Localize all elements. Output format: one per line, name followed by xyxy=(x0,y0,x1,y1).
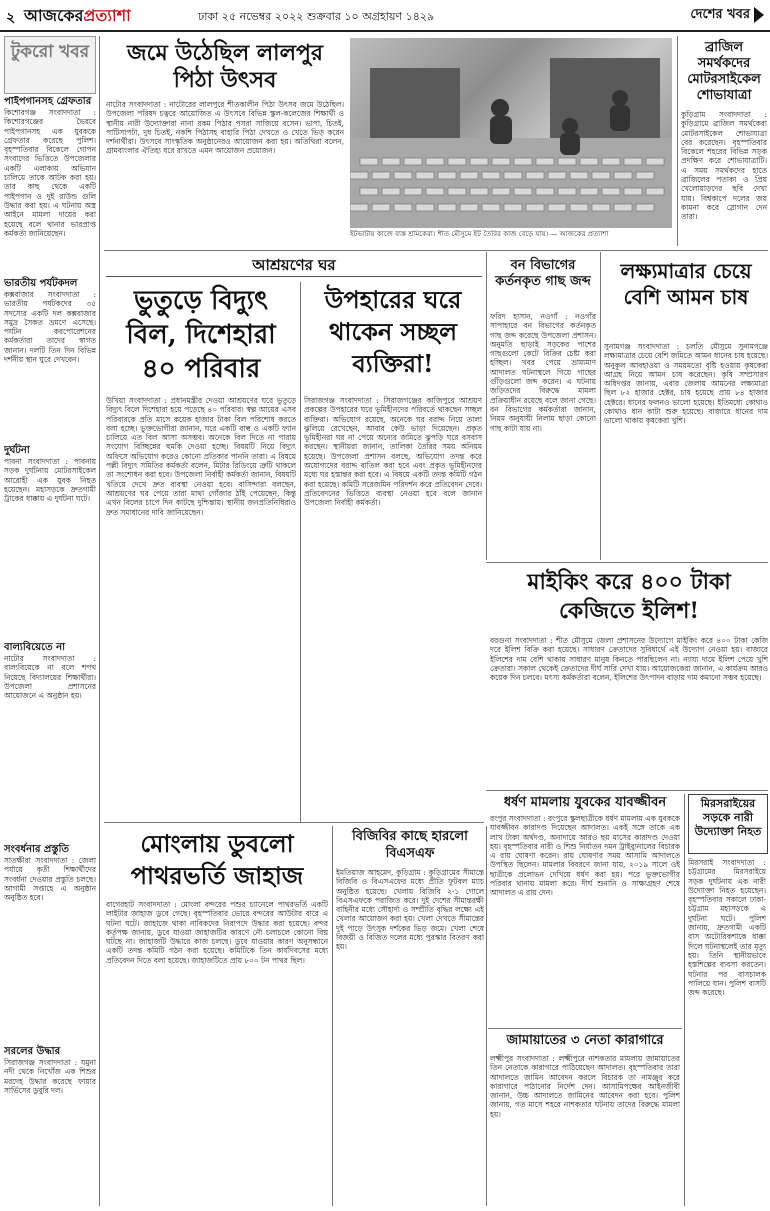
body-upohar: সিরাজগঞ্জ সংবাদদাতা : সিরাজগঞ্জের কাজিপুরে আশ্রয়ণ প্রকল্পের উপহারের ঘরে ভূমিহীনদের পরিবর্তে থাকছেন সচ্ছল ব্যক্তিরা। অভিযোগ রয়েছে, অনেকে ঘর বরাদ্দ নিয়ে তালা ঝুলিয়ে রেখেছেন, আবার কেউ ভাড়া দিয়েছেন। প্রকৃত ভূমিহীনরা ঘর না পেয়ে অন্যের জমিতে ঝুপড়ি ঘরে বসবাস করছেন। স্থানীয়রা জানান, তালিকা তৈরির সময় অনিয়ম হয়েছে। উপজেলা প্রশাসন বলছে, অভিযোগ তদন্ত করে অযোগ্যদের বরাদ্দ বাতিল করা হবে এবং প্রকৃত ভূমিহীনদের মধ্যে ঘর হস্তান্তর করা হবে। এ বিষয়ে একটি তদন্ত কমিটি গঠন করা হয়েছে। কমিটি সরেজমিন পরিদর্শন করে প্রতিবেদন দেবে। প্রতিবেদনের ভিত্তিতে ব্যবস্থা নেওয়া হবে বলে জানান উপজেলা নির্বাহী কর্মকর্তা। xyxy=(304,396,482,508)
body-bgb: ইমতিয়াজ আহমেদ, কুড়িগ্রাম : কুড়িগ্রামের সীমান্তে বিজিবি ও বিএসএফের মধ্যে প্রীতি ফুটবল ম্যাচ অনুষ্ঠিত হয়েছে। খেলায় বিজিবি ২-১ গোলে বিএসএফকে পরাজিত করে। দুই দেশের সীমান্তরক্ষী বাহিনীর মধ্যে সৌহার্দ্য ও সম্প্রীতি বৃদ্ধির লক্ষ্যে এই খেলার আয়োজন করা হয়। খেলা দেখতে সীমান্তের দুই পাড়ে উৎসুক দর্শকের ভিড় জমে। খেলা শেষে বিজয়ী ও বিজিত দলের মধ্যে পুরস্কার বিতরণ করা হয়। xyxy=(336,868,484,952)
body-ilish: বরগুনা সংবাদদাতা : শীত মৌসুমে জেলা প্রশাসনের উদ্যোগে মাইকিং করে ৪০০ টাকা কেজি দরে ইলিশ বিক্রি করা হয়েছে। সাধারণ ক্রেতাদের সুবিধার্থে এই উদ্যোগ নেওয়া হয়। বাজারে ইলিশের দাম বেশি থাকায় সাধারণ মানুষ কিনতে পারছিলেন না। ন্যায্য দামে ইলিশ পেয়ে খুশি ক্রেতারা। সকাল থেকেই ক্রেতাদের দীর্ঘ সারি দেখা যায়। আয়োজকেরা জানান, এ কার্যক্রম আরও কয়েক দিন চলবে। মৎস্য কর্মকর্তারা বলেন, ইলিশের উৎপাদন বাড়ায় দাম কমানো সম্ভব হয়েছে। xyxy=(490,636,768,683)
sidebar-title: টুকরো খবর xyxy=(10,42,90,62)
page-header xyxy=(0,0,770,32)
body-pitha: নাটোর সংবাদদাতা : নাটোরের লালপুরে শীতকালীন পিঠা উৎসব জমে উঠেছিল। উপজেলা পরিষদ চত্বরে আয়োজিত এ উৎসবে বিভিন্ন স্কুল-কলেজের শিক্ষার্থী ও স্থানীয় নারী উদ্যোক্তারা নানা রকম পিঠার পসরা সাজিয়ে বসেন। ভাপা, চিতই, পাটিসাপটা, দুধ চিতই, নকশি পিঠাসহ বাহারি পিঠা দেখতে ও খেতে ভিড় করেন দর্শনার্থীরা। উৎসবে সাংস্কৃতিক অনুষ্ঠানেরও আয়োজন করা হয়। অতিথিরা বলেন, গ্রামবাংলার ঐতিহ্য ধরে রাখতে এমন আয়োজন প্রয়োজন। xyxy=(106,100,344,156)
body-dharshan: রংপুর সংবাদদাতা : রংপুরে স্কুলছাত্রীকে ধর্ষণ মামলায় এক যুবককে যাবজ্জীবন কারাদণ্ড দিয়েছেন আদালত। একই সঙ্গে তাকে এক লাখ টাকা অর্থদণ্ড, অনাদায়ে আরও ছয় মাসের কারাদণ্ড দেওয়া হয়। বৃহস্পতিবার নারী ও শিশু নির্যাতন দমন ট্রাইব্যুনালের বিচারক এ রায় ঘোষণা করেন। রায় ঘোষণার সময় আসামি আদালতে উপস্থিত ছিলেন। মামলার বিবরণে জানা যায়, ২০১৯ সালে ওই ছাত্রীকে প্রলোভন দেখিয়ে ধর্ষণ করা হয়। পরে ভুক্তভোগীর পরিবার থানায় মামলা করে। দীর্ঘ শুনানি ও সাক্ষ্যগ্রহণ শেষে আদালত এ রায় দেন। xyxy=(490,814,680,898)
headline-mirsarai: মিরসরাইয়ের সড়কে নারী উদ্যোক্তা নিহত xyxy=(694,797,762,838)
brief-headline: ভারতীয় পর্যটকদল xyxy=(4,278,78,289)
section-rule xyxy=(104,250,768,251)
brick-kiln-photo xyxy=(350,38,672,228)
brief-item xyxy=(4,96,96,278)
headline-pitha: জমে উঠেছিল লালপুর পিঠা উৎসব xyxy=(126,40,323,93)
brief-item xyxy=(4,642,96,844)
brief-headline: বাল্যবিয়েতে না xyxy=(4,642,66,653)
body-mirsarai: মিরসরাই সংবাদদাতা : চট্টগ্রামের মিরসরাইয়ে সড়ক দুর্ঘটনায় এক নারী উদ্যোক্তা নিহত হয়েছেন। বৃহস্পতিবার সকালে ঢাকা-চট্টগ্রাম মহাসড়কে এ দুর্ঘটনা ঘটে। পুলিশ জানায়, দ্রুতগামী একটি বাস অটোরিকশাকে ধাক্কা দিলে ঘটনাস্থলেই তার মৃত্যু হয়। তিনি স্থানীয়ভাবে হস্তশিল্পের ব্যবসা করতেন। ঘটনার পর বাসচালক পালিয়ে যান। পুলিশ বাসটি জব্দ করেছে। xyxy=(688,858,766,998)
brand-part-a: আজকের xyxy=(24,6,84,25)
brief-headline: দুর্ঘটনা xyxy=(4,445,30,456)
headline-bhuture: ভুতুড়ে বিদ্যুৎ বিল, দিশেহারা ৪০ পরিবার xyxy=(126,286,276,384)
sidebar-divider xyxy=(99,36,100,1206)
dateline: ঢাকা ২৫ নভেম্বর ২০২২ শুক্রবার ১০ অগ্রহায়ণ ১৪২৯ xyxy=(198,10,435,23)
section-title xyxy=(690,5,764,26)
headline-upohar: উপহারের ঘরে থাকেন সচ্ছল ব্যক্তিরা! xyxy=(324,285,462,378)
mirsarai-headline-box xyxy=(688,794,768,854)
ashrayan-banner: আশ্রয়ণের ঘর xyxy=(106,254,482,277)
brief-item xyxy=(4,1046,96,1198)
sidebar-title-box xyxy=(4,36,96,94)
brief-body: কক্সবাজার সংবাদদাতা : ভারতীয় পর্যটকদের ৩৫ সদস্যের একটি দল কক্সবাজার সমুদ্র সৈকত ভ্রমণে এসেছে। পর্যটন করপোরেশনের কর্মকর্তারা তাদের স্বাগত জানান। দলটি তিন দিন বিভিন্ন দর্শনীয় স্থান ঘুরে দেখবেন। xyxy=(4,290,96,365)
brand-logo xyxy=(24,3,131,30)
section-label: দেশের খবর xyxy=(690,7,750,22)
headline-aman: লক্ষ্যমাত্রার চেয়ে বেশি আমন চাষ xyxy=(620,259,752,309)
brief-item xyxy=(4,844,96,1046)
section-arrow-icon xyxy=(754,7,764,23)
column-divider xyxy=(486,252,487,560)
column-divider xyxy=(486,826,487,1206)
headline-jamaat: জামায়াতের ৩ নেতা কারাগারে xyxy=(506,1033,664,1048)
photo-caption: ইটভাটায় কাজে ব্যস্ত শ্রমিকেরা। শীত মৌসুমে ইট তৈরির কাজ বেড়ে যায়। — আজকের প্রত্যাশা xyxy=(350,230,609,238)
section-rule xyxy=(486,790,768,791)
column-divider xyxy=(677,36,678,246)
body-bhuture: উখিয়া সংবাদদাতা : প্রধানমন্ত্রীর দেওয়া আশ্রয়ণের ঘরে ভুতুড়ে বিদ্যুৎ বিলে দিশেহারা হয়ে পড়েছে ৪০ পরিবার। স্বল্প আয়ের এসব পরিবারকে প্রতি মাসে কয়েক হাজার টাকা বিল পরিশোধ করতে বলা হচ্ছে। ভুক্তভোগীরা জানান, ঘরে একটি বাল্ব ও একটি ফ্যান চালিয়ে এত বিল আসা অসম্ভব। অনেকে বিল দিতে না পারায় সংযোগ বিচ্ছিন্নের হুমকি দেওয়া হচ্ছে। বিষয়টি নিয়ে বিদ্যুৎ অফিসে অভিযোগ করেও কোনো প্রতিকার পাননি তারা। এ বিষয়ে পল্লী বিদ্যুৎ সমিতির কর্মকর্তা বলেন, মিটার রিডিংয়ে ত্রুটি থাকলে তা সংশোধন করা হবে। উপজেলা নির্বাহী কর্মকর্তা জানান, বিষয়টি খতিয়ে দেখে দ্রুত ব্যবস্থা নেওয়া হবে। বাসিন্দারা বলছেন, আশ্রয়ণের ঘর পেয়ে তারা মাথা গোঁজার ঠাঁই পেয়েছেন, কিন্তু এখন বিলের চাপে দিন কাটছে দুশ্চিন্তায়। স্থানীয় জনপ্রতিনিধিরাও দ্রুত সমাধানের দাবি জানিয়েছেন। xyxy=(106,396,296,517)
column-divider xyxy=(684,794,685,1206)
brief-item xyxy=(4,445,96,642)
section-rule xyxy=(486,562,768,563)
brief-body: সিরাজগঞ্জ সংবাদদাতা : যমুনা নদী থেকে নিখোঁজ এক শিশুর মরদেহ উদ্ধার করেছে ফায়ার সার্ভিসের ডুবুরি দল। xyxy=(4,1058,96,1095)
brief-body: সাতক্ষীরা সংবাদদাতা : জেলা পর্যায়ে কৃতী শিক্ষার্থীদের সংবর্ধনা দেওয়ার প্রস্তুতি চলছে। আগামী সপ্তাহে এ অনুষ্ঠান অনুষ্ঠিত হবে। xyxy=(4,856,96,903)
headline-dharshan: ধর্ষণ মামলায় যুবকের যাবজ্জীবন xyxy=(503,795,667,810)
column-divider xyxy=(300,282,301,822)
headline-brazil: ব্রাজিল সমর্থকদের মোটরসাইকেল শোভাযাত্রা xyxy=(687,40,761,103)
brief-headline: সরলের উদ্ধার xyxy=(4,1046,61,1057)
column-divider xyxy=(600,252,601,560)
brief-body: কিশোরগঞ্জ সংবাদদাতা : কিশোরগঞ্জের ভৈরবে পাইপগানসহ এক যুবককে গ্রেফতার করেছে পুলিশ। বৃহস্পতিবার বিকেলে গোপন সংবাদের ভিত্তিতে উপজেলার একটি এলাকায় অভিযান চালিয়ে তাকে আটক করা হয়। তার কাছ থেকে একটি পাইপগান ও দুই রাউন্ড গুলি উদ্ধার করা হয়। এ ঘটনায় অস্ত্র আইনে মামলা দায়ের করা হয়েছে বলে থানার ভারপ্রাপ্ত কর্মকর্তা জানিয়েছেন। xyxy=(4,108,96,238)
body-jamaat: লক্ষ্মীপুর সংবাদদাতা : লক্ষ্মীপুরে নাশকতার মামলায় জামায়াতের তিন নেতাকে কারাগারে পাঠিয়েছেন আদালত। বৃহস্পতিবার তারা আদালতে জামিন আবেদন করলে বিচারক তা নামঞ্জুর করে কারাগারে পাঠানোর নির্দেশ দেন। আসামিপক্ষের আইনজীবী জানান, উচ্চ আদালতে জামিনের আবেদন করা হবে। পুলিশ জানায়, গত মাসে শহরে নাশকতার ঘটনায় তাদের বিরুদ্ধে মামলা হয়। xyxy=(490,1054,680,1119)
brief-headline: সংবর্ধনার প্রস্তুতি xyxy=(4,844,69,855)
headline-ilish: মাইকিং করে ৪০০ টাকা কেজিতে ইলিশ! xyxy=(527,569,731,624)
body-aman: সুনামগঞ্জ সংবাদদাতা : চলতি মৌসুমে সুনামগঞ্জে লক্ষ্যমাত্রার চেয়ে বেশি জমিতে আমন ধানের চাষ হয়েছে। অনুকূল আবহাওয়া ও সময়মতো বৃষ্টি হওয়ায় কৃষকেরা আগ্রহ নিয়ে আমন চাষ করেছেন। কৃষি সম্প্রসারণ অধিদপ্তর জানায়, এবার জেলায় আমনের লক্ষ্যমাত্রা ছিল ৮২ হাজার হেক্টর, চাষ হয়েছে প্রায় ৮৪ হাজার হেক্টরে। ধানের ফলনও ভালো হয়েছে। ইতিমধ্যে কোথাও কোথাও ধান কাটা শুরু হয়েছে। বাজারে ধানের দাম ভালো থাকায় কৃষকেরা খুশি। xyxy=(604,342,768,426)
sidebar-briefs xyxy=(4,96,96,1206)
headline-mongla: মোংলায় ডুবলো পাথরভর্তি জাহাজ xyxy=(130,829,304,890)
body-brazil: কুড়িগ্রাম সংবাদদাতা : কুড়িগ্রামে ব্রাজিল সমর্থকেরা মোটরসাইকেল শোভাযাত্রা বের করেছেন। বৃহস্পতিবার বিকেলে শহরের বিভিন্ন সড়ক প্রদক্ষিণ করে শোভাযাত্রাটি। এ সময় সমর্থকদের হাতে ব্রাজিলের পতাকা ও প্রিয় খেলোয়াড়দের ছবি দেখা যায়। বিশ্বকাপে দলের জয় কামনা করে স্লোগান দেন তারা। xyxy=(681,110,767,222)
page-number: ২ xyxy=(6,10,16,26)
section-rule xyxy=(488,1028,682,1029)
body-bon: ফরিদ হাসান, নওগাঁ : নওগাঁর সাপাহারে বন বিভাগের কর্তনকৃত গাছ জব্দ করেছে উপজেলা প্রশাসন। অনুমতি ছাড়াই সড়কের পাশের গাছগুলো কেটে বিক্রির চেষ্টা করা হচ্ছিল। খবর পেয়ে ভ্রাম্যমাণ আদালত ঘটনাস্থলে গিয়ে গাছের গুঁড়িগুলো জব্দ করেন। এ ঘটনায় জড়িতদের বিরুদ্ধে মামলা প্রক্রিয়াধীন রয়েছে বলে জানা গেছে। বন বিভাগের কর্মকর্তারা জানান, নিয়ম অনুযায়ী নিলাম ছাড়া কোনো গাছ কাটা যায় না। xyxy=(490,312,596,433)
headline-bon: বন বিভাগের কর্তনকৃত গাছ জব্দ xyxy=(495,258,591,289)
column-divider xyxy=(332,826,333,1206)
section-rule xyxy=(104,822,484,823)
brief-headline: পাইপগানসহ গ্রেফতার xyxy=(4,96,92,107)
headline-bgb: বিজিবির কাছে হারলো বিএসএফ xyxy=(352,829,468,861)
brand-part-b: প্রত্যাশা xyxy=(83,6,131,25)
photo-illustration xyxy=(350,38,672,228)
brief-body: নাটোর সংবাদদাতা : বাল্যবিয়েকে না বলে শপথ নিয়েছে বিদ্যালয়ের শিক্ষার্থীরা। উপজেলা প্রশাসনের আয়োজনে এ অনুষ্ঠান হয়। xyxy=(4,654,96,701)
brief-body: পাবনা সংবাদদাতা : পাবনায় সড়ক দুর্ঘটনায় মোটরসাইকেল আরোহী এক যুবক নিহত হয়েছেন। মহাসড়কে দ্রুতগামী ট্রাকের ধাক্কায় এ দুর্ঘটনা ঘটে। xyxy=(4,457,96,504)
brief-item xyxy=(4,278,96,445)
body-mongla: বাগেরহাট সংবাদদাতা : মোংলা বন্দরের পশুর চ্যানেলে পাথরভর্তি একটি লাইটার জাহাজ ডুবে গেছে। বৃহস্পতিবার ভোরে বন্দরের আউটার বারে এ ঘটনা ঘটে। জাহাজে থাকা নাবিকদের নিরাপদে উদ্ধার করা হয়েছে। বন্দর কর্তৃপক্ষ জানায়, ডুবে যাওয়া জাহাজটির কারণে নৌ চলাচলে কোনো বিঘ্ন ঘটছে না। জাহাজটি উদ্ধারে কাজ চলছে। ডুবে যাওয়ার কারণ অনুসন্ধানে একটি তদন্ত কমিটি গঠন করা হয়েছে। কমিটিকে তিন কার্যদিবসের মধ্যে প্রতিবেদন দিতে বলা হয়েছে। জাহাজটিতে প্রায় ৮০০ টন পাথর ছিল। xyxy=(106,900,328,965)
